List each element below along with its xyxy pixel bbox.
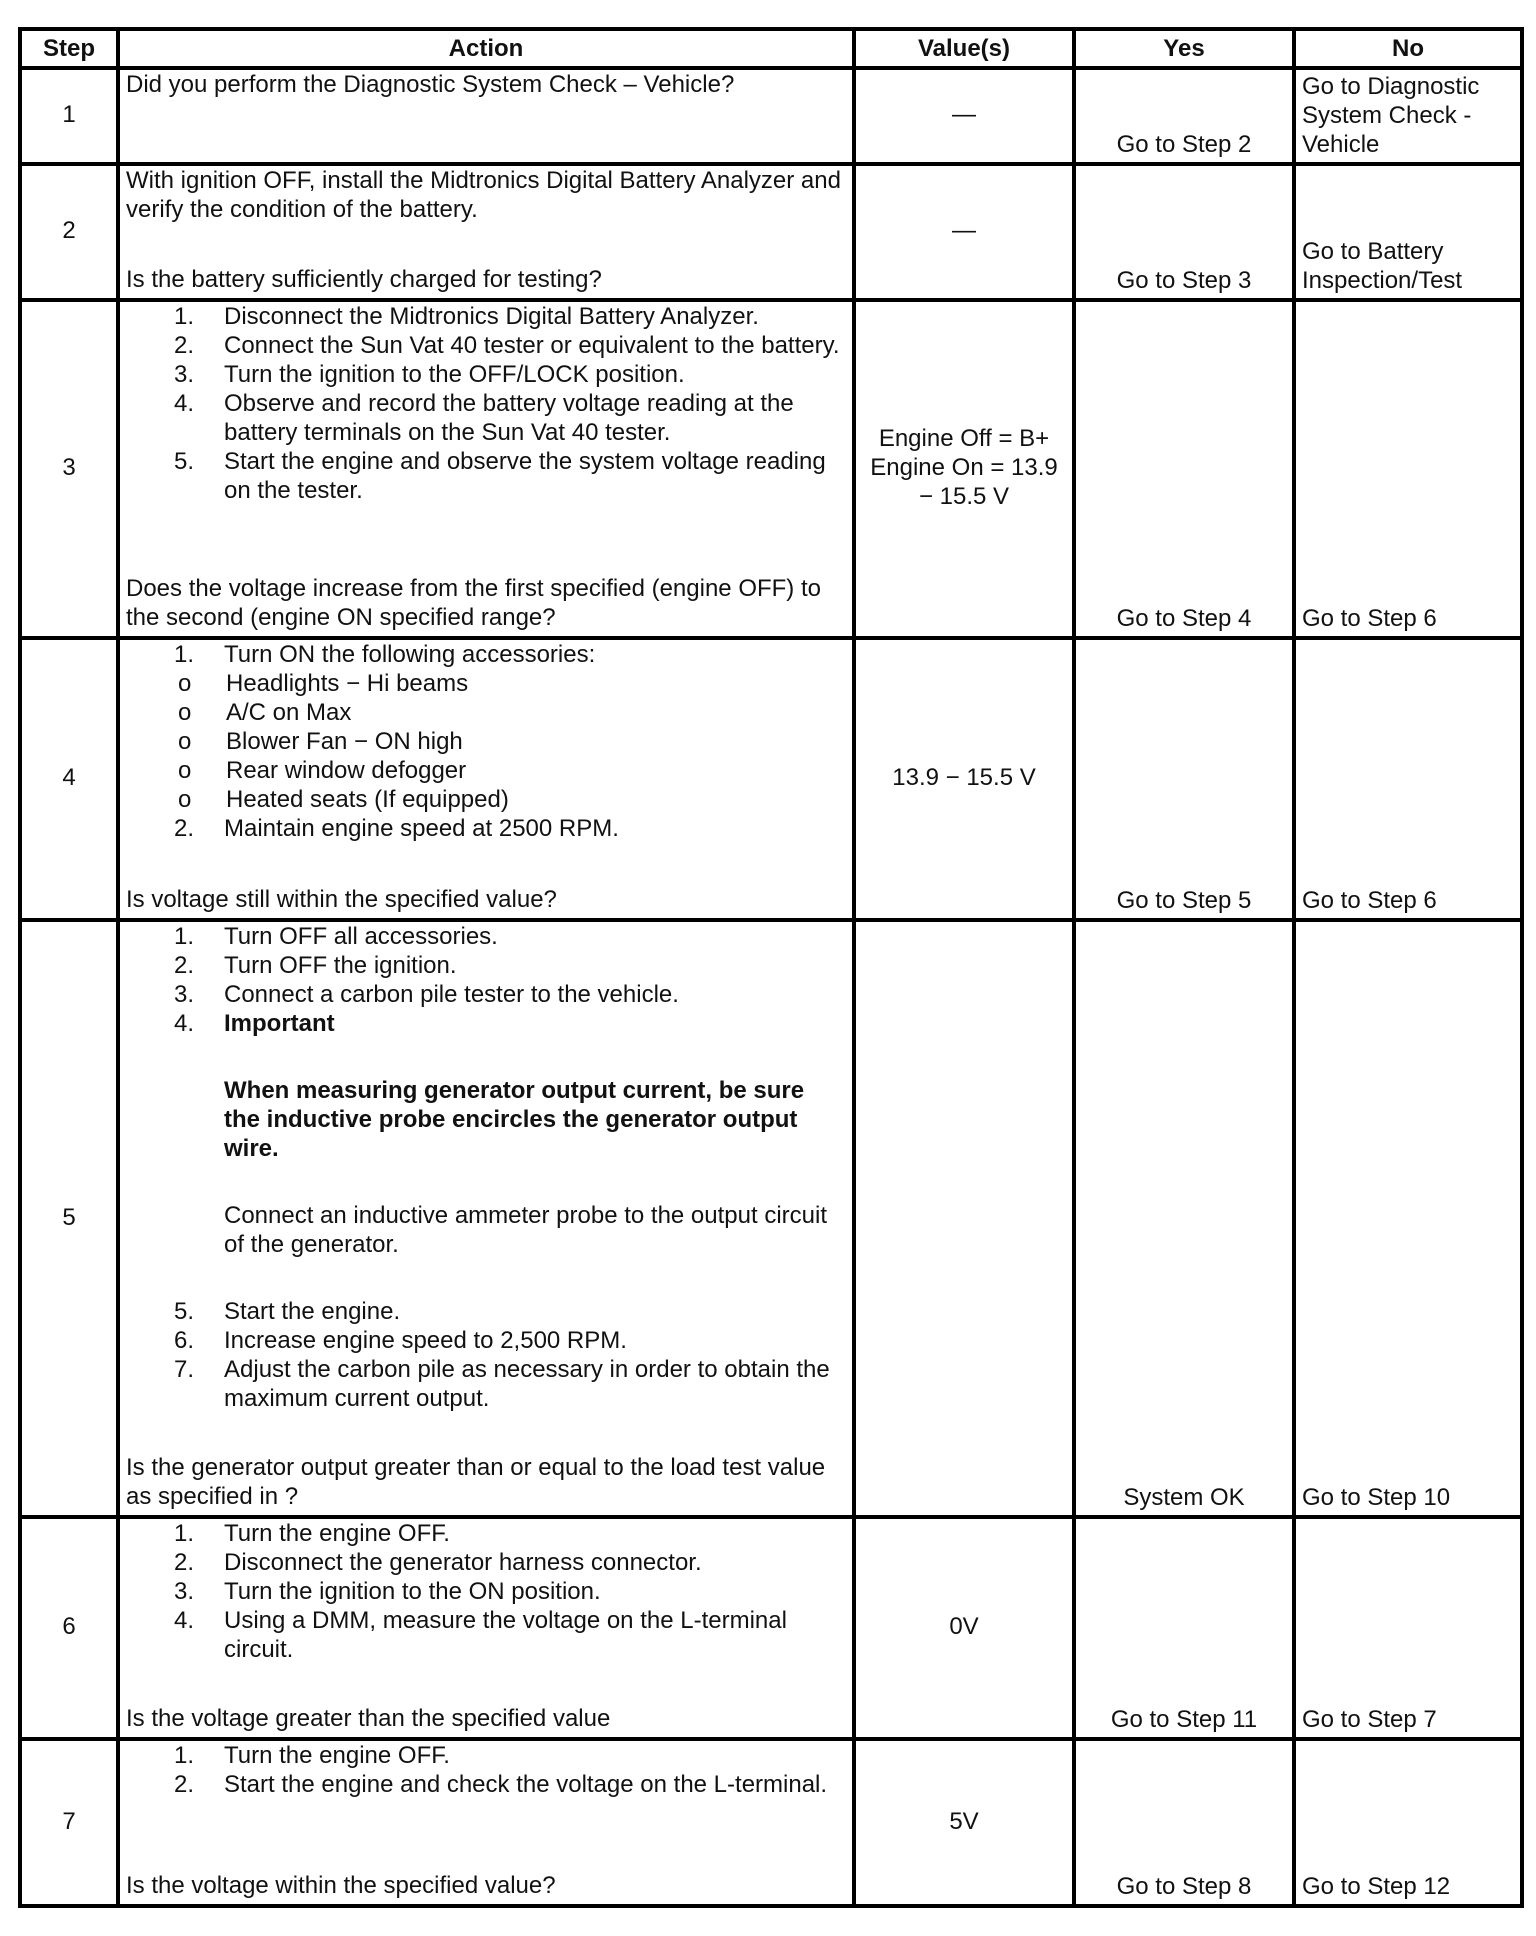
list-item — [126, 447, 846, 505]
table-row-step-1 — [20, 68, 1522, 164]
bullet-icon: o — [178, 728, 192, 755]
list-item-number: 1. — [174, 1742, 195, 1769]
list-item-number: 1. — [174, 641, 195, 668]
list-item-text: Using a DMM, measure the voltage on the L-terminal circuit. — [224, 1607, 787, 1663]
table-row-step-7 — [20, 1739, 1522, 1906]
no-cell: Go to Step 10 — [1294, 920, 1522, 1517]
yes-cell: Go to Step 2 — [1074, 68, 1294, 164]
list-item-number: 3. — [174, 981, 195, 1008]
list-item — [126, 922, 846, 951]
important-body: Connect an inductive ammeter probe to the output circuit of the generator. — [224, 1202, 827, 1258]
action-question: Is the voltage greater than the specified value — [126, 1705, 611, 1732]
sub-list-item — [126, 669, 846, 698]
list-item-text: Connect the Sun Vat 40 tester or equivalent to the battery. — [224, 332, 840, 359]
list-item-number: 2. — [174, 952, 195, 979]
no-cell: Go to Battery Inspection/Test — [1294, 164, 1522, 300]
list-item — [126, 302, 846, 331]
list-item — [126, 1326, 846, 1355]
list-item — [126, 640, 846, 669]
list-item-number: 4. — [174, 1607, 195, 1634]
list-item-number: 3. — [174, 1578, 195, 1605]
no-cell: Go to Step 7 — [1294, 1517, 1522, 1739]
yes-cell: Go to Step 5 — [1074, 638, 1294, 920]
list-item-text: Start the engine. — [224, 1298, 401, 1325]
yes-cell: Go to Step 3 — [1074, 164, 1294, 300]
header-action: Action — [118, 29, 854, 68]
action-steps-list — [126, 302, 846, 505]
list-item-text: Start the engine and check the voltage on the L-terminal. — [224, 1771, 828, 1798]
list-item — [126, 1741, 846, 1770]
header-no: No — [1294, 29, 1522, 68]
table-row-step-2 — [20, 164, 1522, 300]
table-row-step-6 — [20, 1517, 1522, 1739]
step-number: 3 — [20, 300, 118, 638]
list-item-text: Turn the engine OFF. — [224, 1520, 450, 1547]
list-item-text: Disconnect the Midtronics Digital Battery Analyzer. — [224, 303, 759, 330]
list-item-number: 7. — [174, 1356, 195, 1383]
list-item — [126, 389, 846, 447]
header-step: Step — [20, 29, 118, 68]
list-item-text: Start the engine and observe the system voltage reading on the tester. — [224, 448, 826, 504]
list-item-number: 5. — [174, 448, 195, 475]
action-cell — [118, 1517, 854, 1739]
value-cell: Engine Off = B+ Engine On = 13.9 − 15.5 V — [854, 300, 1074, 638]
list-item — [126, 1548, 846, 1577]
list-item-number: 4. — [174, 390, 195, 417]
action-cell — [118, 300, 854, 638]
list-item — [126, 814, 846, 843]
list-item — [126, 1009, 846, 1038]
no-cell: Go to Step 6 — [1294, 638, 1522, 920]
bullet-icon: o — [178, 699, 192, 726]
list-item-text: Turn ON the following accessories: — [224, 641, 596, 668]
value-cell: 0V — [854, 1517, 1074, 1739]
value-cell: — — [854, 164, 1074, 300]
list-item-text: Disconnect the generator harness connector. — [224, 1549, 702, 1576]
sub-list-item-text: Headlights − Hi beams — [226, 670, 469, 697]
action-intro: With ignition OFF, install the Midtronics Digital Battery Analyzer and verify the condition of the battery. — [126, 167, 841, 223]
important-label: Important — [224, 1010, 335, 1037]
step-number: 1 — [20, 68, 118, 164]
header-yes: Yes — [1074, 29, 1294, 68]
list-item-text: Turn OFF the ignition. — [224, 952, 457, 979]
list-item-text: Turn the engine OFF. — [224, 1742, 450, 1769]
action-steps-list — [126, 1297, 846, 1413]
action-cell — [118, 68, 854, 164]
action-steps-list — [126, 1741, 846, 1799]
list-item-number: 6. — [174, 1327, 195, 1354]
list-item-text: Connect a carbon pile tester to the vehicle. — [224, 981, 679, 1008]
action-question: Does the voltage increase from the first specified (engine OFF) to the second (engine ON specified range? — [126, 575, 821, 631]
list-item-number: 1. — [174, 1520, 195, 1547]
step-number: 5 — [20, 920, 118, 1517]
yes-cell: Go to Step 11 — [1074, 1517, 1294, 1739]
list-item-number: 5. — [174, 1298, 195, 1325]
bullet-icon: o — [178, 670, 192, 697]
step-number: 7 — [20, 1739, 118, 1906]
accessory-sublist — [126, 669, 846, 814]
list-item-number: 1. — [174, 303, 195, 330]
list-item-text: Turn the ignition to the OFF/LOCK position. — [224, 361, 685, 388]
sub-list-item — [126, 785, 846, 814]
list-item — [126, 1519, 846, 1548]
value-cell: 5V — [854, 1739, 1074, 1906]
sub-list-item-text: Blower Fan − ON high — [226, 728, 463, 755]
list-item-number: 3. — [174, 361, 195, 388]
action-cell — [118, 920, 854, 1517]
list-item-number: 2. — [174, 332, 195, 359]
action-question: Did you perform the Diagnostic System Check – Vehicle? — [126, 71, 735, 98]
sub-list-item-text: Heated seats (If equipped) — [226, 786, 509, 813]
list-item-number: 2. — [174, 1771, 195, 1798]
yes-cell: System OK — [1074, 920, 1294, 1517]
bullet-icon: o — [178, 786, 192, 813]
action-question: Is the battery sufficiently charged for testing? — [126, 266, 602, 293]
action-question: Is the generator output greater than or equal to the load test value as specified in ? — [126, 1454, 826, 1510]
list-item — [126, 360, 846, 389]
action-steps-list — [126, 922, 846, 1038]
no-cell: Go to Diagnostic System Check - Vehicle — [1294, 68, 1522, 164]
list-item-text: Turn the ignition to the ON position. — [224, 1578, 601, 1605]
no-cell: Go to Step 12 — [1294, 1739, 1522, 1906]
value-cell — [854, 920, 1074, 1517]
diagnostic-table — [18, 27, 1524, 1908]
header-row — [20, 29, 1522, 68]
list-item-text: Maintain engine speed at 2500 RPM. — [224, 815, 619, 842]
action-question: Is the voltage within the specified value? — [126, 1872, 556, 1899]
bullet-icon: o — [178, 757, 192, 784]
value-cell: 13.9 − 15.5 V — [854, 638, 1074, 920]
list-item-text: Turn OFF all accessories. — [224, 923, 498, 950]
list-item — [126, 1577, 846, 1606]
action-cell — [118, 1739, 854, 1906]
list-item-text: Adjust the carbon pile as necessary in order to obtain the maximum current output. — [224, 1356, 830, 1412]
action-question: Is voltage still within the specified value? — [126, 886, 557, 913]
action-steps-list — [126, 814, 846, 843]
list-item — [126, 1355, 846, 1413]
action-steps-list — [126, 640, 846, 669]
action-steps-list — [126, 1519, 846, 1664]
table-row-step-4 — [20, 638, 1522, 920]
yes-cell: Go to Step 8 — [1074, 1739, 1294, 1906]
list-item-number: 4. — [174, 1010, 195, 1037]
list-item-text: Observe and record the battery voltage reading at the battery terminals on the Sun Vat 40 tester. — [224, 390, 794, 446]
yes-cell: Go to Step 4 — [1074, 300, 1294, 638]
sub-list-item — [126, 727, 846, 756]
sub-list-item — [126, 756, 846, 785]
list-item — [126, 331, 846, 360]
list-item — [126, 951, 846, 980]
list-item — [126, 980, 846, 1009]
sub-list-item-text: Rear window defogger — [226, 757, 467, 784]
list-item — [126, 1297, 846, 1326]
step-number: 4 — [20, 638, 118, 920]
sub-list-item-text: A/C on Max — [226, 699, 352, 726]
step-number: 6 — [20, 1517, 118, 1739]
value-cell: — — [854, 68, 1074, 164]
list-item — [126, 1770, 846, 1799]
action-cell — [118, 164, 854, 300]
list-item — [126, 1606, 846, 1664]
table-row-step-5 — [20, 920, 1522, 1517]
no-cell: Go to Step 6 — [1294, 300, 1522, 638]
action-cell — [118, 638, 854, 920]
list-item-number: 2. — [174, 1549, 195, 1576]
list-item-number: 2. — [174, 815, 195, 842]
header-values: Value(s) — [854, 29, 1074, 68]
sub-list-item — [126, 698, 846, 727]
table-row-step-3 — [20, 300, 1522, 638]
important-note: When measuring generator output current, be sure the inductive probe encircles the generator output wire. — [224, 1077, 805, 1162]
step-number: 2 — [20, 164, 118, 300]
list-item-number: 1. — [174, 923, 195, 950]
list-item-text: Increase engine speed to 2,500 RPM. — [224, 1327, 627, 1354]
